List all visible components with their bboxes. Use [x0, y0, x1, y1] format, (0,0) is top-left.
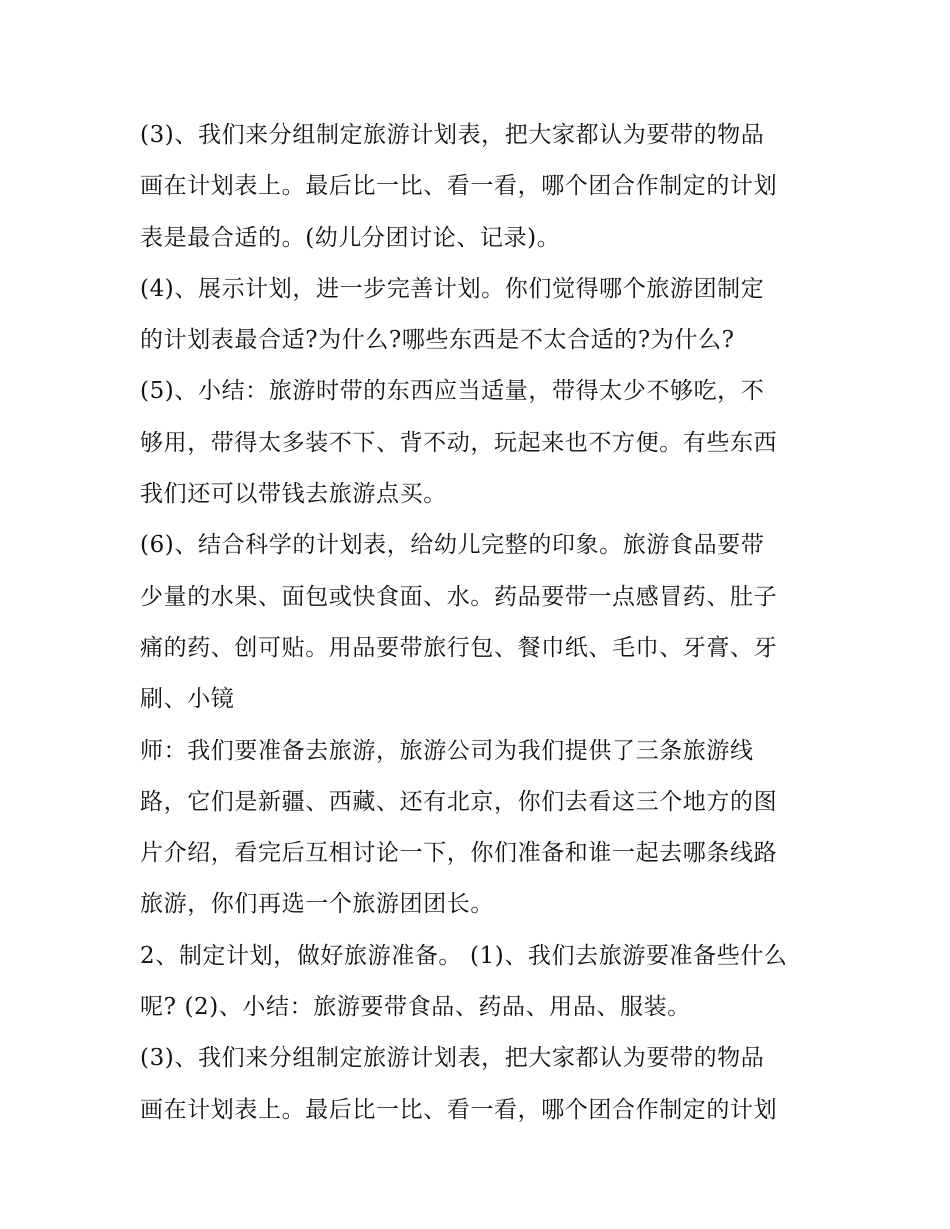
- text-line: 画在计划表上。最后比一比、看一看，哪个团合作制定的计划: [140, 1096, 778, 1123]
- text-line: 表是最合适的。(幼儿分团讨论、记录)。: [140, 224, 561, 251]
- text-line: (6)、结合科学的计划表，给幼儿完整的印象。旅游食品要带: [140, 532, 765, 559]
- text-line: 路，它们是新疆、西藏、还有北京，你们去看这三个地方的图: [140, 788, 778, 815]
- text-line: 旅游，你们再选一个旅游团团长。: [140, 891, 494, 918]
- text-line: (3)、我们来分组制定旅游计划表，把大家都认为要带的物品: [140, 122, 765, 148]
- text-line: (5)、小结：旅游时带的东西应当适量，带得太少不够吃，不: [140, 378, 765, 405]
- text-line: 够用，带得太多装不下、背不动，玩起来也不方便。有些东西: [140, 429, 778, 456]
- text-line: 的计划表最合适?为什么?哪些东西是不太合适的?为什么?: [140, 327, 735, 354]
- text-line: 痛的药、创可贴。用品要带旅行包、餐巾纸、毛巾、牙膏、牙: [140, 634, 778, 661]
- text-line: (4)、展示计划，进一步完善计划。你们觉得哪个旅游团制定: [140, 275, 765, 302]
- text-line: 我们还可以带钱去旅游点买。: [140, 481, 447, 508]
- text-line: 刷、小镜: [140, 686, 235, 713]
- text-line: 2、制定计划，做好旅游准备。 (1)、我们去旅游要准备些什么: [140, 942, 788, 969]
- text-line: 师：我们要准备去旅游，旅游公司为我们提供了三条旅游线: [140, 737, 754, 764]
- text-line: 画在计划表上。最后比一比、看一看，哪个团合作制定的计划: [140, 173, 778, 200]
- text-line: (3)、我们来分组制定旅游计划表，把大家都认为要带的物品: [140, 1045, 765, 1072]
- document-body: [140, 110, 820, 1136]
- text-line: 片介绍，看完后互相讨论一下，你们准备和谁一起去哪条线路: [140, 840, 778, 867]
- text-line: 呢? (2)、小结：旅游要带食品、药品、用品、服装。: [140, 994, 691, 1021]
- text-line: 少量的水果、面包或快食面、水。药品要带一点感冒药、肚子: [140, 583, 778, 610]
